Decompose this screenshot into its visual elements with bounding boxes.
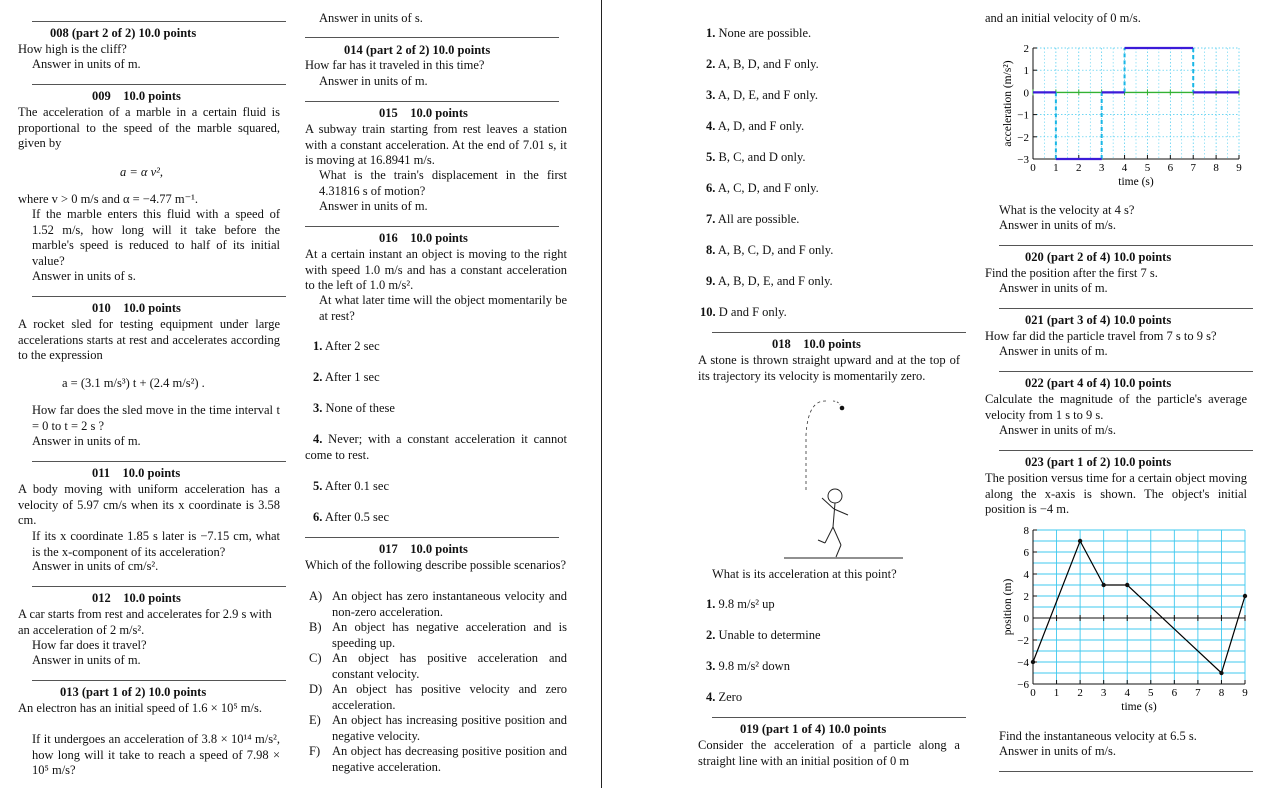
choice-text: 9.8 m/s² down <box>718 659 790 673</box>
q017-heading: 017 10.0 points <box>379 542 468 556</box>
q017-choice-5[interactable] <box>706 150 806 166</box>
y-tick-label: 0 <box>1023 87 1029 100</box>
y-tick-label: −2 <box>1017 131 1029 144</box>
x-tick-label: 6 <box>1171 687 1178 699</box>
choice-text: None are possible. <box>718 26 812 40</box>
option-text: An object has zero instantaneous velocity and non-zero acceleration. <box>332 589 567 619</box>
x-tick-label: 9 <box>1242 687 1248 699</box>
choice-number: 3. <box>313 401 323 415</box>
rule <box>305 101 559 102</box>
rule <box>999 450 1253 451</box>
q011-heading: 011 10.0 points <box>92 466 181 480</box>
q016-choice-6[interactable] <box>313 510 567 526</box>
option-letter: D) <box>309 682 323 696</box>
choice-text: B, C, and D only. <box>718 150 806 164</box>
choice-text: After 0.5 sec <box>324 510 390 524</box>
q015-answer: Answer in units of m. <box>319 199 428 213</box>
q017-choice-7[interactable] <box>706 212 799 228</box>
q009-heading: 009 10.0 points <box>92 89 181 103</box>
x-tick-label: 3 <box>1100 687 1107 699</box>
q017-choice-2[interactable] <box>706 57 819 73</box>
choice-text: Zero <box>718 690 743 704</box>
x-axis-label: time (s) <box>1118 176 1154 188</box>
x-tick-label: 0 <box>1030 162 1036 174</box>
stone-trajectory <box>806 401 826 490</box>
q021-answer: Answer in units of m. <box>999 344 1108 358</box>
q010-equation: a = (3.1 m/s³) t + (2.4 m/s²) . <box>62 376 205 390</box>
choice-text: All are possible. <box>717 212 800 226</box>
q017-choice-1[interactable] <box>706 26 811 42</box>
choice-number: 6. <box>706 181 716 195</box>
q014-answer: Answer in units of m. <box>319 74 428 88</box>
rule <box>305 37 559 38</box>
q013-heading: 013 (part 1 of 2) 10.0 points <box>60 685 207 699</box>
data-point <box>1031 660 1035 664</box>
choice-number: 4. <box>706 690 716 704</box>
q023-text: The position versus time for a certain object moving along the x-axis is shown. The object's initial position is −4 m. <box>985 471 1247 516</box>
q019-heading: 019 (part 1 of 4) 10.0 points <box>740 722 887 736</box>
acceleration-time-chart <box>985 38 1247 198</box>
rule <box>32 21 286 22</box>
x-tick-label: 8 <box>1213 162 1219 174</box>
q017-option-e <box>309 713 567 744</box>
q018-question: What is its acceleration at this point? <box>712 567 897 581</box>
rule <box>999 371 1253 372</box>
page-divider <box>601 0 602 788</box>
q017-option-a <box>309 589 567 620</box>
q012-answer: Answer in units of m. <box>32 653 141 667</box>
q019-answer: Answer in units of m/s. <box>999 218 1117 232</box>
q012-text: A car starts from rest and accelerates for 2.9 s with an acceleration of 2 m/s². <box>18 607 272 637</box>
q014-heading: 014 (part 2 of 2) 10.0 points <box>344 43 491 57</box>
option-text: An object has increasing positive position and negative velocity. <box>332 713 567 743</box>
x-tick-label: 2 <box>1077 687 1083 699</box>
choice-number: 1. <box>313 339 323 353</box>
choice-number: 9. <box>706 274 716 288</box>
y-tick-label: −2 <box>1017 635 1029 647</box>
q017-choice-3[interactable] <box>706 88 818 104</box>
q017-choice-8[interactable] <box>706 243 833 259</box>
q010-question: How far does the sled move in the time interval t = 0 to t = 2 s ? <box>32 403 280 433</box>
q011-answer: Answer in units of cm/s². <box>32 559 159 573</box>
rule <box>999 245 1253 246</box>
q019-question: What is the velocity at 4 s? <box>999 203 1135 217</box>
option-letter: F) <box>309 744 321 758</box>
q023-question: Find the instantaneous velocity at 6.5 s. <box>999 729 1197 743</box>
person-head <box>828 489 842 503</box>
option-letter: C) <box>309 651 322 665</box>
x-tick-label: 7 <box>1195 687 1201 699</box>
choice-text: After 2 sec <box>324 339 380 353</box>
q018-heading: 018 10.0 points <box>772 337 861 351</box>
choice-number: 7. <box>706 212 716 226</box>
rule <box>712 717 966 718</box>
choice-text: None of these <box>325 401 395 415</box>
y-tick-label: −1 <box>1017 109 1029 122</box>
rule <box>305 537 559 538</box>
q023-answer: Answer in units of m/s. <box>999 744 1117 758</box>
q020-answer: Answer in units of m. <box>999 281 1108 295</box>
choice-number: 4. <box>706 119 716 133</box>
choice-number: 3. <box>706 659 716 673</box>
x-tick-label: 6 <box>1167 162 1174 174</box>
rule <box>305 226 559 227</box>
x-tick-label: 1 <box>1053 687 1060 699</box>
rule <box>999 771 1253 772</box>
q017-option-f <box>309 744 567 775</box>
q009-text: The acceleration of a marble in a certain fluid is proportional to the speed of the marble squared, given by <box>18 105 280 150</box>
choice-number: 1. <box>706 26 716 40</box>
q012-question: How far does it travel? <box>32 638 147 652</box>
q020-text: Find the position after the first 7 s. <box>985 266 1158 280</box>
q011-text: A body moving with uniform acceleration has a velocity of 5.97 cm/s when its x coordinate is 3.58 cm. <box>18 482 280 527</box>
q012-heading: 012 10.0 points <box>92 591 181 605</box>
choice-number: 8. <box>706 243 716 257</box>
option-text: An object has positive velocity and zero acceleration. <box>332 682 567 712</box>
x-tick-label: 1 <box>1053 162 1059 174</box>
q017-text: Which of the following describe possible scenarios? <box>305 558 567 572</box>
data-point <box>1243 594 1247 598</box>
choice-text: D and F only. <box>718 305 787 319</box>
q016-choice-1[interactable] <box>313 339 567 355</box>
choice-text: Never; with a constant acceleration it cannot come to rest. <box>305 432 567 462</box>
q011-question: If its x coordinate 1.85 s later is −7.15 cm, what is the x-component of its acceleration? <box>32 529 280 559</box>
choice-text: A, D, E, and F only. <box>717 88 819 102</box>
choice-number: 2. <box>313 370 323 384</box>
option-letter: A) <box>309 589 323 603</box>
q021-text: How far did the particle travel from 7 s to 9 s? <box>985 329 1217 343</box>
x-tick-label: 7 <box>1190 162 1196 174</box>
trajectory-tail <box>833 401 840 405</box>
data-point <box>1078 539 1082 543</box>
y-tick-label: −4 <box>1017 657 1029 669</box>
q017-choice-10[interactable] <box>700 305 787 321</box>
option-text: An object has decreasing positive position and negative acceleration. <box>332 744 567 774</box>
q008-answer: Answer in units of m. <box>32 57 141 71</box>
choice-text: A, B, D, and F only. <box>717 57 819 71</box>
q014-text: How far has it traveled in this time? <box>305 58 485 72</box>
q018-choice-1[interactable] <box>706 597 775 613</box>
q015-heading: 015 10.0 points <box>379 106 468 120</box>
y-tick-label: 8 <box>1023 525 1029 537</box>
q019-text: Consider the acceleration of a particle along a straight line with an initial position of 0 m <box>698 738 960 768</box>
rule <box>32 296 286 297</box>
q009-answer: Answer in units of s. <box>32 269 136 283</box>
q019-continued: and an initial velocity of 0 m/s. <box>985 11 1141 25</box>
q009-question: If the marble enters this fluid with a speed of 1.52 m/s, how long will it take before the marble's speed is reduced to half of its initial value? <box>32 207 280 268</box>
rule <box>32 461 286 462</box>
y-tick-label: −6 <box>1017 679 1029 691</box>
choice-text: After 1 sec <box>324 370 380 384</box>
y-tick-label: 4 <box>1023 569 1029 581</box>
y-tick-label: −3 <box>1017 154 1029 166</box>
y-axis-label: position (m) <box>1002 578 1014 636</box>
choice-number: 1. <box>706 597 716 611</box>
q010-heading: 010 10.0 points <box>92 301 181 315</box>
rule <box>712 332 966 333</box>
choice-number: 4. <box>313 432 323 446</box>
position-time-chart <box>985 524 1247 726</box>
q022-answer: Answer in units of m/s. <box>999 423 1117 437</box>
data-point <box>1219 671 1223 675</box>
rule <box>32 84 286 85</box>
choice-number: 2. <box>706 628 716 642</box>
q018-choice-2[interactable] <box>706 628 821 644</box>
q018-choice-4[interactable] <box>706 690 742 706</box>
q021-heading: 021 (part 3 of 4) 10.0 points <box>1025 313 1172 327</box>
q018-choice-3[interactable] <box>706 659 790 675</box>
q016-heading: 016 10.0 points <box>379 231 468 245</box>
choice-text: After 0.1 sec <box>324 479 390 493</box>
q017-choice-9[interactable] <box>706 274 833 290</box>
q015-text: A subway train starting from rest leaves a station with a constant acceleration. At the end of 7.01 s, it is moving at 16.8941 m/s. <box>305 122 567 167</box>
x-tick-label: 4 <box>1121 162 1128 174</box>
choice-text: A, B, D, E, and F only. <box>717 274 833 288</box>
choice-text: Unable to determine <box>718 628 821 642</box>
rule <box>32 586 286 587</box>
data-point <box>1101 583 1105 587</box>
q010-text: A rocket sled for testing equipment under large accelerations starts at rest and accelerates according to the expression <box>18 317 280 362</box>
q017-option-c <box>309 651 567 682</box>
x-tick-label: 2 <box>1076 162 1082 174</box>
q013-question: If it undergoes an acceleration of 3.8 × 10¹⁴ m/s², how long will it take to reach a speed of 7.98 × 10⁵ m/s? <box>32 732 280 777</box>
q020-heading: 020 (part 2 of 4) 10.0 points <box>1025 250 1172 264</box>
choice-number: 5. <box>706 150 716 164</box>
q008-heading: 008 (part 2 of 2) 10.0 points <box>50 26 197 40</box>
q008-text: How high is the cliff? <box>18 42 127 56</box>
choice-number: 5. <box>313 479 323 493</box>
choice-number: 3. <box>706 88 716 102</box>
x-tick-label: 8 <box>1218 687 1225 699</box>
y-axis-label: acceleration (m/s²) <box>1002 60 1014 147</box>
q016-choice-4[interactable] <box>305 432 567 463</box>
q017-option-b <box>309 620 567 651</box>
q017-choice-4[interactable] <box>706 119 804 135</box>
q016-choice-2[interactable] <box>313 370 567 386</box>
q016-choice-5[interactable] <box>313 479 567 495</box>
choice-text: A, C, D, and F only. <box>717 181 819 195</box>
y-tick-label: 1 <box>1023 65 1029 78</box>
data-point <box>1125 583 1129 587</box>
q009-condition: where v > 0 m/s and α = −4.77 m⁻¹. <box>18 192 199 206</box>
rule <box>32 680 286 681</box>
choice-text: A, D, and F only. <box>717 119 805 133</box>
y-tick-label: 2 <box>1023 591 1029 603</box>
choice-number: 6. <box>313 510 323 524</box>
q022-text: Calculate the magnitude of the particle's average velocity from 1 s to 9 s. <box>985 392 1247 422</box>
x-tick-label: 0 <box>1030 687 1036 699</box>
q016-question: At what later time will the object momentarily be at rest? <box>319 293 567 323</box>
choice-number: 2. <box>706 57 716 71</box>
option-letter: B) <box>309 620 322 634</box>
rule <box>999 308 1253 309</box>
option-text: An object has positive acceleration and constant velocity. <box>332 651 567 681</box>
choice-text: 9.8 m/s² up <box>718 597 775 611</box>
stone <box>840 406 845 411</box>
y-tick-label: 0 <box>1023 613 1029 625</box>
q022-heading: 022 (part 4 of 4) 10.0 points <box>1025 376 1172 390</box>
x-tick-label: 9 <box>1236 162 1242 174</box>
q009-equation: a = α v², <box>120 165 164 179</box>
thrown-stone-illustration <box>778 395 908 565</box>
x-tick-label: 5 <box>1148 687 1154 699</box>
q023-heading: 023 (part 1 of 2) 10.0 points <box>1025 455 1172 469</box>
q016-choice-3[interactable] <box>313 401 567 417</box>
option-text: An object has negative acceleration and is speeding up. <box>332 620 567 650</box>
y-tick-label: 2 <box>1023 43 1029 55</box>
q016-text: At a certain instant an object is moving to the right with speed 1.0 m/s and has a constant acceleration to the left of 1.0 m/s². <box>305 247 567 292</box>
option-letter: E) <box>309 713 321 727</box>
q017-option-d <box>309 682 567 713</box>
q015-question: What is the train's displacement in the first 4.31816 s of motion? <box>319 168 567 198</box>
top-answer: Answer in units of s. <box>319 11 423 25</box>
q010-answer: Answer in units of m. <box>32 434 141 448</box>
x-tick-label: 4 <box>1124 687 1130 699</box>
q013-text: An electron has an initial speed of 1.6 × 10⁵ m/s. <box>18 701 262 715</box>
q018-text: A stone is thrown straight upward and at the top of its trajectory its velocity is momentarily zero. <box>698 353 960 383</box>
choice-text: A, B, C, D, and F only. <box>717 243 834 257</box>
x-tick-label: 3 <box>1098 162 1105 174</box>
x-axis-label: time (s) <box>1121 701 1157 713</box>
choice-number: 10. <box>700 305 716 319</box>
y-tick-label: 6 <box>1023 547 1029 559</box>
x-tick-label: 5 <box>1144 162 1151 174</box>
q017-choice-6[interactable] <box>706 181 819 197</box>
